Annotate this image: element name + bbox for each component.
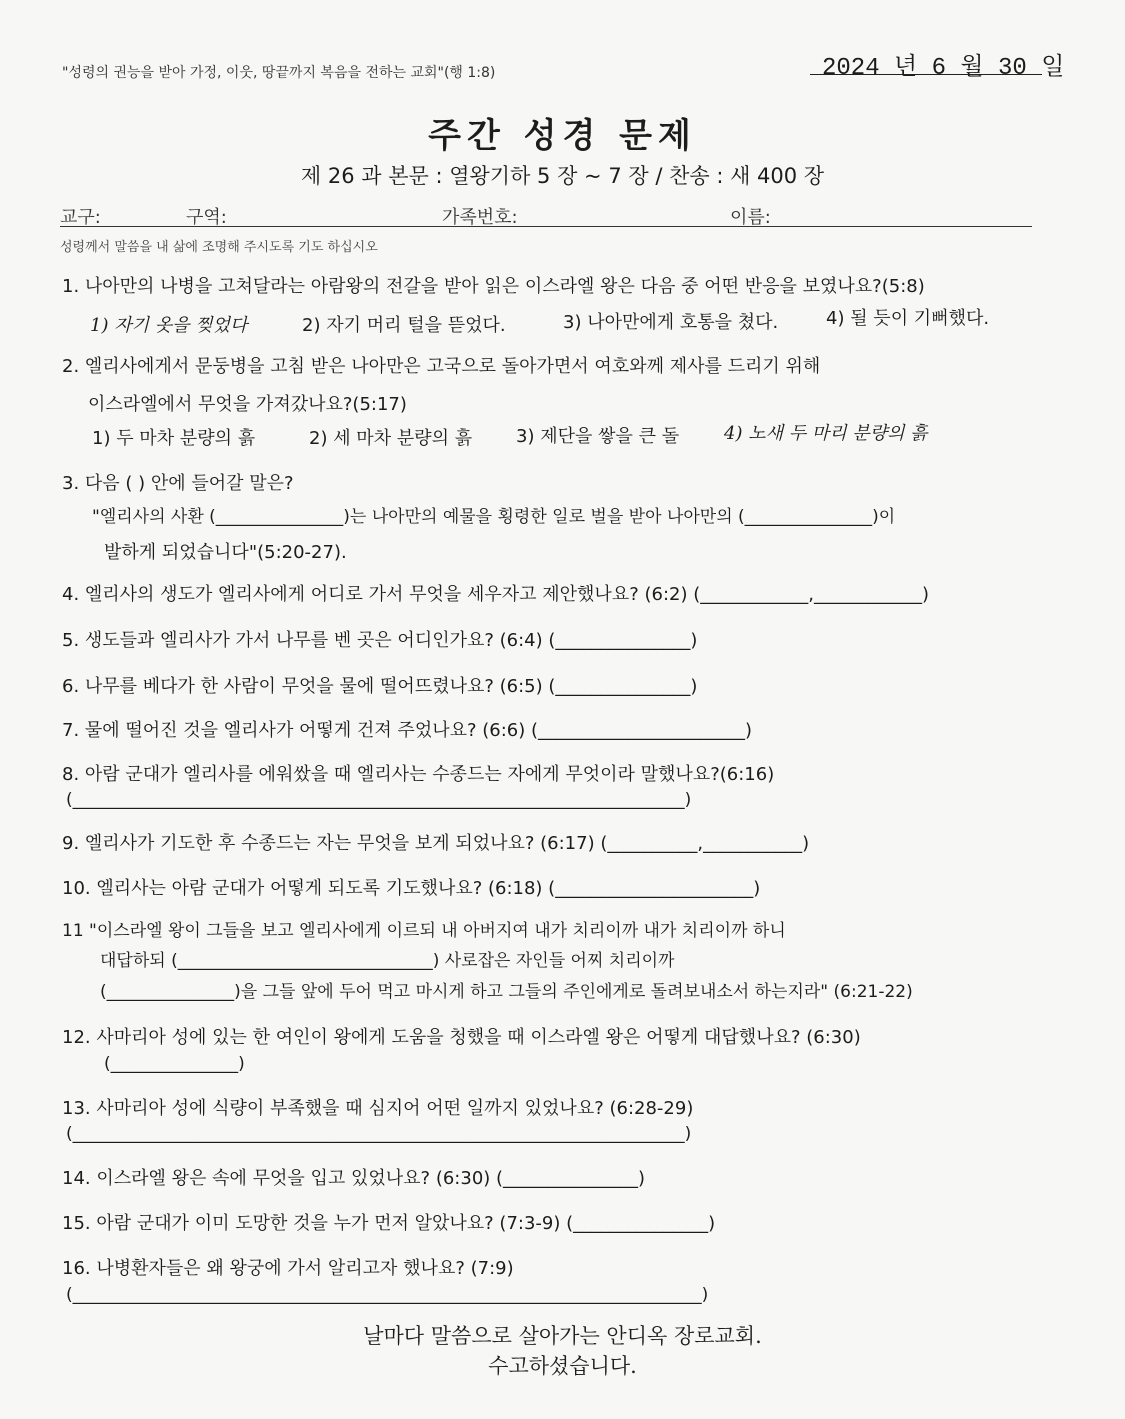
question-8: 8. 아람 군대가 엘리사를 에워쌌을 때 엘리사는 수종드는 자에게 무엇이라 말했나요?(6:16) bbox=[62, 764, 775, 785]
lesson-subtitle: 제 26 과 본문 : 열왕기하 5 장 ~ 7 장 / 찬송 : 새 400 장 bbox=[300, 164, 825, 188]
question-5: 5. 생도들과 엘리사가 가서 나무를 벤 곳은 어디인가요? (6:4) (_______________) bbox=[62, 630, 698, 651]
church-motto: "성령의 권능을 받아 가정, 이웃, 땅끝까지 복음을 전하는 교회"(행 1:8) bbox=[62, 65, 496, 81]
q1-option-3: 3) 나아만에게 호통을 쳤다. bbox=[563, 312, 779, 333]
section-field-label: 구역: bbox=[186, 207, 227, 228]
page-title: 주간 성경 문제 bbox=[428, 116, 697, 156]
footer-church-line: 날마다 말씀으로 살아가는 안디옥 장로교회. bbox=[363, 1324, 762, 1348]
question-3: 3. 다음 ( ) 안에 들어갈 말은? bbox=[62, 473, 294, 494]
q1-option-1: 1) 자기 옷을 찢었다 bbox=[90, 315, 248, 336]
question-9: 9. 엘리사가 기도한 후 수종드는 자는 무엇을 보게 되었나요? (6:17) (__________,___________) bbox=[62, 833, 810, 854]
date-underline bbox=[810, 74, 1042, 75]
question-16-answer-blank: (__________________________________________________________________________) bbox=[66, 1285, 709, 1305]
question-14: 14. 이스라엘 왕은 속에 무엇을 입고 있었나요? (6:30) (_______________) bbox=[62, 1168, 646, 1189]
question-3-quote-end: 발하게 되었습니다"(5:20-27). bbox=[104, 542, 347, 563]
info-underline bbox=[60, 226, 1032, 227]
question-15: 15. 아람 군대가 이미 도망한 것을 누가 먼저 알았나요? (7:3-9) (_______________) bbox=[62, 1213, 716, 1234]
question-1: 1. 나아만의 나병을 고쳐달라는 아람왕의 전갈을 받아 읽은 이스라엘 왕은 다음 중 어떤 반응을 보였나요?(5:8) bbox=[62, 276, 925, 297]
worksheet-date: 2024 년 6 월 30 일 bbox=[822, 55, 1065, 82]
q2-option-4: 4) 노새 두 마리 분량의 흙 bbox=[724, 423, 928, 444]
question-2: 2. 엘리사에게서 문둥병을 고침 받은 나아만은 고국으로 돌아가면서 여호와께 제사를 드리기 위해 bbox=[62, 356, 821, 377]
question-12-answer-blank: (_______________) bbox=[104, 1054, 245, 1074]
question-13: 13. 사마리아 성에 식량이 부족했을 때 심지어 어떤 일까지 있었나요? (6:28-29) bbox=[62, 1098, 694, 1119]
question-10: 10. 엘리사는 아람 군대가 어떻게 되도록 기도했나요? (6:18) (______________________) bbox=[62, 878, 761, 899]
question-6: 6. 나무를 베다가 한 사람이 무엇을 물에 떨어뜨렸나요? (6:5) (_______________) bbox=[62, 676, 698, 697]
district-field-label: 교구: bbox=[60, 207, 101, 228]
question-11-line-2: 대답하되 (______________________________) 사로잡은 자인들 어찌 치리이까 bbox=[100, 951, 675, 971]
question-2-cont: 이스라엘에서 무엇을 가져갔나요?(5:17) bbox=[88, 394, 407, 415]
question-7: 7. 물에 떨어진 것을 엘리사가 어떻게 건져 주었나요? (6:6) (_______________________) bbox=[62, 720, 753, 741]
question-13-answer-blank: (________________________________________________________________________) bbox=[66, 1124, 692, 1144]
q2-option-3: 3) 제단을 쌓을 큰 돌 bbox=[516, 426, 680, 447]
question-12: 12. 사마리아 성에 있는 한 여인이 왕에게 도움을 청했을 때 이스라엘 왕은 어떻게 대답했나요? (6:30) bbox=[62, 1027, 861, 1048]
question-4: 4. 엘리사의 생도가 엘리사에게 어디로 가서 무엇을 세우자고 제안했나요? (6:2) (____________,____________) bbox=[62, 584, 929, 605]
question-16: 16. 나병환자들은 왜 왕궁에 가서 알리고자 했나요? (7:9) bbox=[62, 1258, 514, 1279]
footer-thanks: 수고하셨습니다. bbox=[488, 1354, 637, 1378]
question-3-quote: "엘리사의 사환 (_______________)는 나아만의 예물을 횡령한 일로 벌을 받아 나아만의 (_______________)이 bbox=[92, 507, 896, 527]
q1-option-2: 2) 자기 머리 털을 뜯었다. bbox=[302, 315, 506, 336]
question-8-answer-blank: (________________________________________________________________________) bbox=[66, 790, 692, 810]
q2-option-1: 1) 두 마차 분량의 흙 bbox=[92, 428, 256, 449]
question-11-line-3: (_______________)을 그들 앞에 두어 먹고 마시게 하고 그들의 주인에게로 돌려보내소서 하는지라" (6:21-22) bbox=[100, 982, 913, 1002]
q1-option-4: 4) 될 듯이 기뻐했다. bbox=[826, 308, 990, 329]
family-number-field-label: 가족번호: bbox=[442, 207, 518, 228]
question-11: 11 "이스라엘 왕이 그들을 보고 엘리사에게 이르되 내 아버지여 내가 치리이까 내가 치리이까 하니 bbox=[62, 921, 786, 941]
q2-option-2: 2) 세 마차 분량의 흙 bbox=[309, 428, 473, 449]
prayer-instruction: 성령께서 말씀을 내 삶에 조명해 주시도록 기도 하십시오 bbox=[60, 240, 378, 255]
name-field-label: 이름: bbox=[730, 207, 771, 228]
